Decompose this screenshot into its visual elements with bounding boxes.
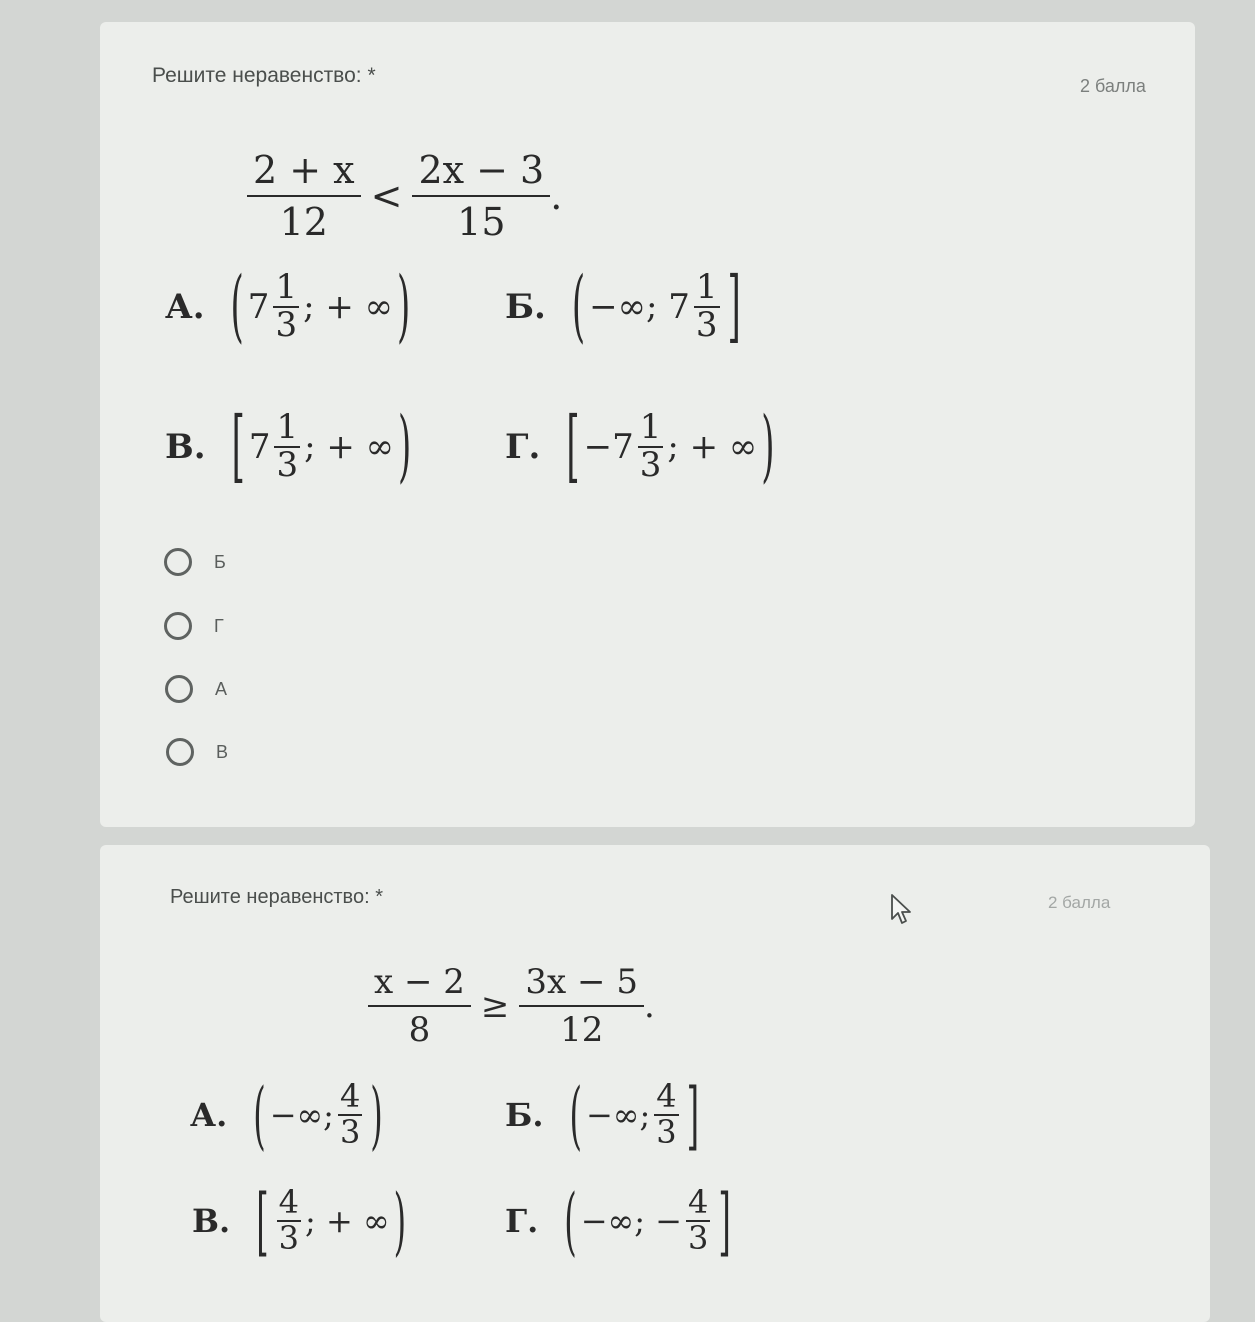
option-prefix: −∞; [585,1095,651,1134]
frac-den: 3 [687,1218,709,1257]
close-bracket: ) [370,1070,383,1159]
q1-option-a [165,260,414,353]
q1-option-c [165,400,415,493]
frac-num: 1 [639,407,662,447]
question-1-inequality [247,148,562,244]
option-fraction [694,267,720,345]
close-bracket: ] [727,260,741,353]
right-fraction [412,148,550,244]
right-denominator: 15 [457,200,506,244]
option-suffix: ; + ∞ [304,426,395,467]
radio-choice-b[interactable] [164,548,226,576]
option-fraction [338,1077,362,1151]
frac-den: 3 [339,1112,361,1151]
right-fraction [519,962,644,1050]
radio-button[interactable] [164,548,192,576]
radio-label: Б [214,551,226,572]
radio-choice-v[interactable] [166,738,228,766]
frac-num: 1 [275,267,298,307]
radio-label: Г [214,615,224,636]
relation-sign: < [370,174,403,218]
relation-sign: ≥ [480,986,510,1026]
option-letter: Б. [505,286,546,327]
q2-option-d [505,1176,735,1265]
open-bracket: ( [571,260,586,353]
option-letter: В. [165,426,206,467]
radio-button[interactable] [165,675,193,703]
option-suffix: ; + ∞ [667,426,758,467]
option-prefix: −∞; 7 [589,286,690,327]
option-prefix: 7 [248,426,271,467]
frac-num: 4 [278,1183,300,1221]
option-letter: Г. [505,426,541,467]
question-2-points: 2 балла [1048,893,1111,912]
q2-option-b [505,1070,703,1159]
option-letter: В. [192,1201,231,1240]
radio-choice-a[interactable] [165,675,227,703]
radio-label: А [215,678,228,699]
option-prefix: −∞; [269,1095,334,1134]
close-bracket: ] [686,1070,700,1159]
open-bracket: ( [230,260,244,353]
open-bracket: [ [256,1176,269,1265]
frac-num: 1 [276,407,299,447]
close-bracket: ) [396,260,411,353]
question-1-title: Решите неравенство: * [152,64,376,87]
left-numerator: x − 2 [374,962,465,1002]
end-period: . [550,174,563,218]
option-fraction [273,267,299,345]
option-fraction [686,1183,710,1257]
q1-option-d [505,400,779,493]
end-period: . [643,986,655,1026]
option-letter: А. [190,1095,228,1134]
radio-button[interactable] [166,738,194,766]
frac-den: 3 [656,1112,677,1151]
frac-den: 3 [695,304,718,345]
left-denominator: 8 [408,1010,431,1050]
option-letter: Б. [505,1095,544,1134]
option-prefix: −7 [583,426,634,467]
option-suffix: ; + ∞ [303,286,393,327]
frac-num: 4 [339,1077,361,1115]
question-2-inequality [368,962,655,1050]
frac-den: 3 [276,444,299,485]
frac-num: 1 [695,267,718,307]
open-bracket: ( [564,1176,577,1265]
option-fraction [277,1183,301,1257]
radio-choice-g[interactable] [164,612,224,640]
mouse-pointer-icon [890,893,914,932]
right-denominator: 12 [560,1010,604,1050]
option-letter: Г. [505,1201,539,1240]
open-bracket: [ [231,400,245,493]
option-prefix: 7 [247,286,270,327]
frac-num: 4 [687,1183,709,1221]
right-numerator: 2x − 3 [418,148,545,192]
frac-den: 3 [278,1218,300,1257]
q1-option-b [505,260,745,353]
frac-den: 3 [275,304,298,345]
close-bracket: ) [393,1176,407,1265]
option-fraction [274,407,300,485]
radio-label: В [216,741,229,762]
open-bracket: [ [566,400,580,493]
left-fraction [368,962,471,1050]
frac-den: 3 [639,444,662,485]
left-denominator: 12 [279,200,328,244]
open-bracket: ( [569,1070,582,1159]
frac-num: 4 [656,1077,677,1115]
close-bracket: ) [761,400,775,493]
radio-button[interactable] [164,612,192,640]
question-2-title: Решите неравенство: * [170,886,383,908]
option-prefix: −∞; − [580,1201,682,1240]
option-fraction [638,407,664,485]
close-bracket: ] [718,1176,731,1265]
option-fraction [654,1077,678,1151]
q2-option-c [192,1176,410,1265]
option-letter: А. [165,286,205,327]
left-fraction [247,148,361,244]
option-suffix: ; + ∞ [305,1201,390,1240]
right-numerator: 3x − 5 [525,962,638,1002]
q2-option-a [190,1070,387,1159]
close-bracket: ) [398,400,412,493]
open-bracket: ( [253,1070,266,1159]
left-numerator: 2 + x [253,148,355,192]
question-1-points: 2 балла [1080,76,1146,96]
